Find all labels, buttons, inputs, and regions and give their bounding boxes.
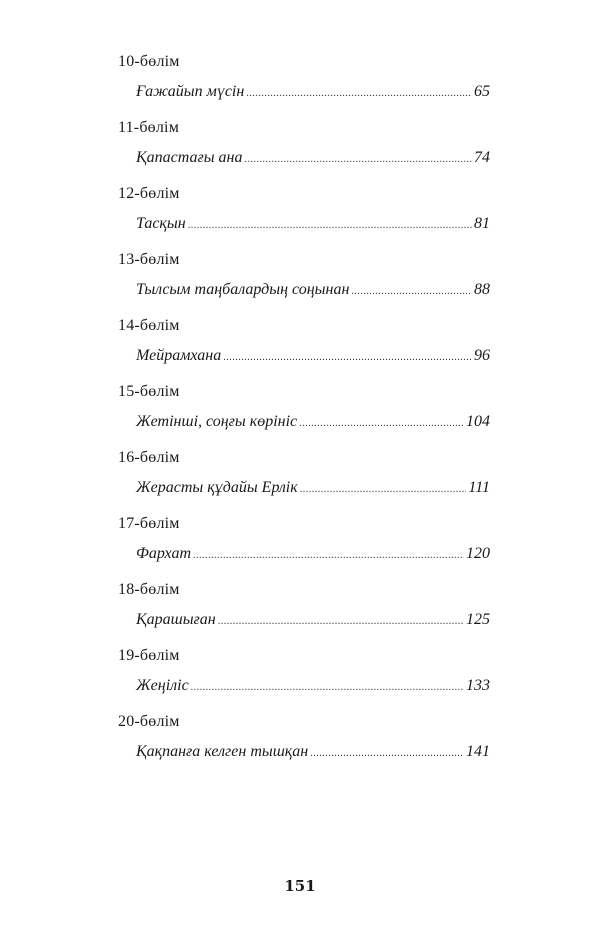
- chapter-number: 20-бөлім: [118, 713, 180, 730]
- page-number: 125: [466, 611, 490, 628]
- chapter-title: Мейрамхана: [136, 347, 222, 364]
- chapter-number: 16-бөлім: [118, 449, 180, 466]
- chapter-title: Жеңіліс: [136, 677, 189, 694]
- toc-line: [136, 148, 490, 170]
- page-number: 74: [474, 149, 490, 166]
- chapter-title: Фархат: [136, 545, 191, 562]
- toc-entry: [118, 184, 490, 250]
- dot-leader: [351, 282, 472, 302]
- page-number: 81: [474, 215, 490, 232]
- chapter-title: Қарашыған: [136, 611, 216, 628]
- dot-leader: [300, 480, 467, 500]
- page-number: 65: [474, 83, 490, 100]
- toc-entry: [118, 118, 490, 184]
- toc-line: [136, 478, 490, 500]
- toc-line: [136, 346, 490, 368]
- dot-leader: [245, 150, 473, 170]
- toc-line: [136, 610, 490, 632]
- toc-entry: [118, 448, 490, 514]
- chapter-title: Жерасты құдайы Ерлік: [136, 479, 298, 496]
- toc-line: [136, 676, 490, 698]
- chapter-number: 11-бөлім: [118, 119, 180, 136]
- page-number: 133: [466, 677, 490, 694]
- page-number: 141: [466, 743, 490, 760]
- page-number: 111: [468, 479, 490, 496]
- chapter-number: 17-бөлім: [118, 515, 180, 532]
- chapter-title: Ғажайып мүсін: [136, 83, 245, 100]
- chapter-title: Қақпанға келген тышқан: [136, 743, 309, 760]
- toc-line: [136, 742, 490, 764]
- toc-entry: [118, 514, 490, 580]
- page-number: 120: [466, 545, 490, 562]
- dot-leader: [191, 678, 464, 698]
- chapter-number: 12-бөлім: [118, 185, 180, 202]
- table-of-contents: [118, 52, 490, 778]
- toc-line: [136, 544, 490, 566]
- toc-entry: [118, 316, 490, 382]
- toc-entry: [118, 382, 490, 448]
- toc-entry: [118, 712, 490, 778]
- toc-line: [136, 412, 490, 434]
- chapter-number: 18-бөлім: [118, 581, 180, 598]
- toc-line: [136, 214, 490, 236]
- toc-line: [136, 280, 490, 302]
- dot-leader: [310, 744, 464, 764]
- chapter-number: 15-бөлім: [118, 383, 180, 400]
- dot-leader: [299, 414, 464, 434]
- chapter-title: Жетінші, соңғы көрініс: [136, 413, 298, 430]
- toc-entry: [118, 646, 490, 712]
- chapter-number: 19-бөлім: [118, 647, 180, 664]
- chapter-title: Тасқын: [136, 215, 186, 232]
- dot-leader: [246, 84, 472, 104]
- chapter-number: 13-бөлім: [118, 251, 180, 268]
- dot-leader: [218, 612, 464, 632]
- toc-entry: [118, 52, 490, 118]
- toc-entry: [118, 580, 490, 646]
- page-number: 104: [466, 413, 490, 430]
- page-number: 96: [474, 347, 490, 364]
- chapter-number: 10-бөлім: [118, 53, 180, 70]
- dot-leader: [193, 546, 464, 566]
- toc-entry: [118, 250, 490, 316]
- toc-line: [136, 82, 490, 104]
- dot-leader: [188, 216, 472, 236]
- page-folio-number: 151: [284, 877, 316, 895]
- page-number: 88: [474, 281, 490, 298]
- chapter-title: Қапастағы ана: [136, 149, 243, 166]
- dot-leader: [223, 348, 472, 368]
- chapter-title: Тылсым таңбалардың соңынан: [136, 281, 350, 298]
- chapter-number: 14-бөлім: [118, 317, 180, 334]
